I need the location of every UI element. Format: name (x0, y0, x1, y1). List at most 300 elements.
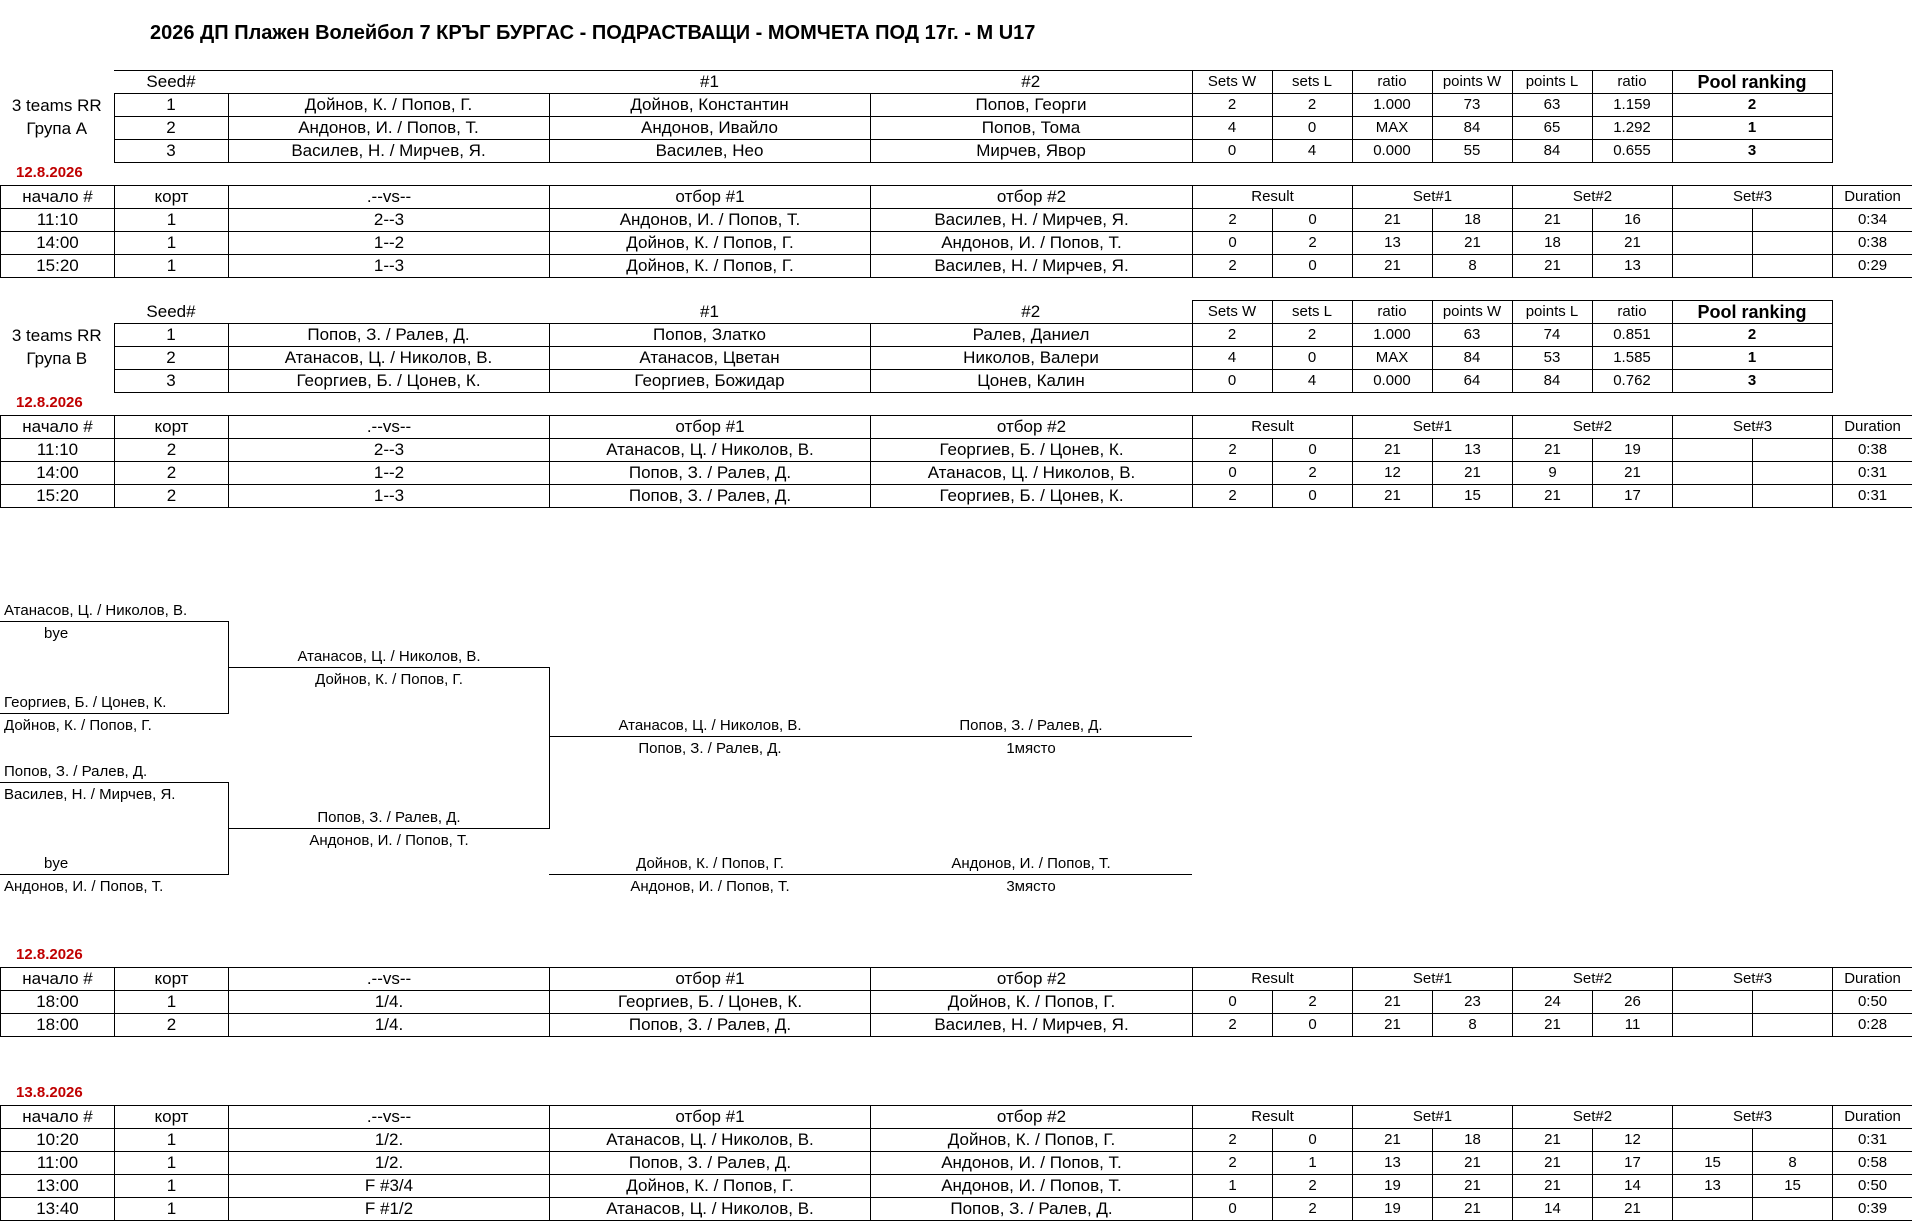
cell: 0 (1273, 485, 1353, 508)
cell: Ралев, Даниел (870, 324, 1192, 347)
cell: отбор #2 (871, 1106, 1193, 1129)
cell: 21 (1353, 1129, 1433, 1152)
cell: 3 (1672, 140, 1832, 163)
table-row (0, 370, 1832, 393)
cell: отбор #2 (871, 968, 1193, 991)
cell: Result (1193, 1106, 1353, 1129)
cell: 14:00 (1, 232, 115, 255)
cell: начало # (1, 416, 115, 439)
cell: 2 (115, 439, 229, 462)
sets-w-header: Sets W (1192, 71, 1272, 94)
cell: 1 (115, 1152, 229, 1175)
cell: 2 (1193, 1014, 1273, 1037)
cell: points L (1512, 301, 1592, 324)
cell: 0 (1193, 232, 1273, 255)
cell: Seed# (114, 301, 228, 324)
cell: 2 (1272, 324, 1352, 347)
cell: 0:38 (1833, 232, 1912, 255)
cell: Попов, Георги (870, 94, 1192, 117)
cell: 1 (115, 232, 229, 255)
cell: 55 (1432, 140, 1512, 163)
bracket-winner: Андонов, И. / Попов, Т. (951, 855, 1110, 872)
cell: Дойнов, К. / Попов, Г. (871, 991, 1193, 1014)
table-row (1, 462, 1912, 485)
cell: 15:20 (1, 255, 115, 278)
cell: Андонов, И. / Попов, Т. (228, 117, 549, 140)
cell: отбор #2 (871, 186, 1193, 209)
group-format: 3 teams RR (0, 324, 114, 347)
cell: points W (1432, 301, 1512, 324)
cell: Атанасов, Цветан (549, 347, 870, 370)
cell: Result (1193, 186, 1353, 209)
cell: Георгиев, Б. / Цонев, К. (228, 370, 549, 393)
cell: 4 (1192, 117, 1272, 140)
cell: 0:50 (1833, 991, 1912, 1014)
cell: 18:00 (1, 1014, 115, 1037)
schedule-table-quarterfinals (0, 967, 1912, 1037)
cell (1673, 991, 1753, 1014)
cell: 1/2. (229, 1129, 550, 1152)
cell: 0 (1273, 1129, 1353, 1152)
cell: F #1/2 (229, 1198, 550, 1221)
cell: 2 (1193, 255, 1273, 278)
cell: 2 (1273, 991, 1353, 1014)
cell: 13 (1593, 255, 1673, 278)
cell: 1 (115, 1198, 229, 1221)
cell: 21 (1433, 1152, 1513, 1175)
group-a-standings (0, 70, 1833, 163)
cell: Попов, З. / Ралев, Д. (550, 1152, 871, 1175)
cell: 2 (115, 485, 229, 508)
cell: 2 (1193, 1129, 1273, 1152)
bracket-team: Андонов, И. / Попов, Т. (4, 878, 163, 895)
cell: 11 (1593, 1014, 1673, 1037)
cell: 2 (1193, 209, 1273, 232)
cell: отбор #1 (550, 1106, 871, 1129)
schedule-date: 12.8.2026 (16, 164, 83, 181)
cell: 13 (1353, 1152, 1433, 1175)
cell: 4 (1192, 347, 1272, 370)
cell: Николов, Валери (870, 347, 1192, 370)
group-format: 3 teams RR (0, 94, 114, 117)
cell: начало # (1, 1106, 115, 1129)
cell: 1/4. (229, 991, 550, 1014)
cell: отбор #1 (550, 416, 871, 439)
cell: 2 (1273, 462, 1353, 485)
cell: Set#2 (1513, 186, 1673, 209)
cell: 1.000 (1352, 324, 1432, 347)
cell: 0 (1272, 117, 1352, 140)
group-name: Група В (0, 347, 114, 370)
bracket-team: Атанасов, Ц. / Николов, В. (618, 717, 801, 734)
table-row (0, 140, 1832, 163)
cell: 24 (1513, 991, 1593, 1014)
bracket-bye: bye (44, 625, 68, 642)
cell: 1.585 (1592, 347, 1672, 370)
cell: 1 (115, 209, 229, 232)
cell: 0:39 (1833, 1198, 1912, 1221)
cell: 0.762 (1592, 370, 1672, 393)
cell: sets L (1272, 301, 1352, 324)
cell: Георгиев, Б. / Цонев, К. (871, 439, 1193, 462)
table-row (1, 485, 1912, 508)
group-name: Група А (0, 117, 114, 140)
cell: Цонев, Калин (870, 370, 1192, 393)
cell: 19 (1353, 1175, 1433, 1198)
sets-l-header: sets L (1272, 71, 1352, 94)
seed-header: Seed# (114, 71, 228, 94)
cell: Set#1 (1353, 186, 1513, 209)
cell: 21 (1353, 485, 1433, 508)
cell (1753, 209, 1833, 232)
cell: 53 (1512, 347, 1592, 370)
cell: Василев, Н. / Мирчев, Я. (871, 255, 1193, 278)
cell: 2 (114, 347, 228, 370)
table-row (1, 232, 1912, 255)
cell (1753, 1198, 1833, 1221)
cell: Попов, З. / Ралев, Д. (550, 1014, 871, 1037)
cell: 2 (1192, 324, 1272, 347)
cell: 1 (1672, 347, 1832, 370)
cell: 21 (1433, 1175, 1513, 1198)
cell: 9 (1513, 462, 1593, 485)
cell (1673, 439, 1753, 462)
bracket-bye: bye (44, 855, 68, 872)
cell: 0 (1273, 209, 1353, 232)
cell (1673, 485, 1753, 508)
cell: MAX (1352, 117, 1432, 140)
cell: 0 (1192, 140, 1272, 163)
cell: 21 (1513, 255, 1593, 278)
cell: 0:58 (1833, 1152, 1912, 1175)
bracket-team: Андонов, И. / Попов, Т. (630, 878, 789, 895)
cell: 0:38 (1833, 439, 1912, 462)
cell: 0 (1273, 255, 1353, 278)
cell: .--vs-- (229, 416, 550, 439)
bracket-team: Дойнов, К. / Попов, Г. (636, 855, 784, 872)
table-row (0, 347, 1832, 370)
cell: 10:20 (1, 1129, 115, 1152)
cell: .--vs-- (229, 1106, 550, 1129)
cell: 0:31 (1833, 462, 1912, 485)
bracket-team: Попов, З. / Ралев, Д. (4, 763, 147, 780)
cell: 63 (1512, 94, 1592, 117)
cell: Set#3 (1673, 416, 1833, 439)
table-row (0, 94, 1832, 117)
table-row (1, 439, 1912, 462)
cell: 2 (1193, 1152, 1273, 1175)
cell (1673, 232, 1753, 255)
cell: Василев, Н. / Мирчев, Я. (871, 1014, 1193, 1037)
cell: Set#3 (1673, 1106, 1833, 1129)
cell: корт (115, 968, 229, 991)
cell: 0:50 (1833, 1175, 1912, 1198)
cell: 21 (1513, 1152, 1593, 1175)
bracket-team: Дойнов, К. / Попов, Г. (4, 717, 152, 734)
cell: 3 (1672, 370, 1832, 393)
cell: 2 (115, 1014, 229, 1037)
cell: Set#1 (1353, 1106, 1513, 1129)
table-row (1, 1175, 1912, 1198)
cell: 21 (1593, 462, 1673, 485)
cell: #1 (549, 301, 870, 324)
bracket-winner: Попов, З. / Ралев, Д. (959, 717, 1102, 734)
cell: 23 (1433, 991, 1513, 1014)
cell: 11:00 (1, 1152, 115, 1175)
cell: 1.159 (1592, 94, 1672, 117)
cell: 84 (1432, 117, 1512, 140)
cell: 1 (1672, 117, 1832, 140)
cell: 0 (1193, 1198, 1273, 1221)
cell: Result (1193, 968, 1353, 991)
cell: 26 (1593, 991, 1673, 1014)
schedule-date: 12.8.2026 (16, 946, 83, 963)
cell: 13 (1433, 439, 1513, 462)
cell: 18 (1433, 1129, 1513, 1152)
cell: 64 (1432, 370, 1512, 393)
cell: 1.000 (1352, 94, 1432, 117)
cell: корт (115, 1106, 229, 1129)
cell: 1/4. (229, 1014, 550, 1037)
cell: 1 (115, 255, 229, 278)
cell: 3 (114, 370, 228, 393)
cell: Duration (1833, 416, 1912, 439)
cell: 21 (1353, 209, 1433, 232)
cell: Set#1 (1353, 416, 1513, 439)
cell: Set#3 (1673, 186, 1833, 209)
cell: 15:20 (1, 485, 115, 508)
cell: 0 (1273, 439, 1353, 462)
cell: 84 (1432, 347, 1512, 370)
cell: Дойнов, К. / Попов, Г. (871, 1129, 1193, 1152)
schedule-date: 13.8.2026 (16, 1084, 83, 1101)
cell: Попов, Тома (870, 117, 1192, 140)
cell: Дойнов, Константин (549, 94, 870, 117)
bracket-team: Атанасов, Ц. / Николов, В. (297, 648, 480, 665)
cell (1753, 991, 1833, 1014)
schedule-date: 12.8.2026 (16, 394, 83, 411)
cell: 21 (1433, 462, 1513, 485)
cell: 0 (1192, 370, 1272, 393)
cell: 2 (115, 462, 229, 485)
cell: 2 (1193, 485, 1273, 508)
cell: 8 (1433, 1014, 1513, 1037)
cell: Duration (1833, 968, 1912, 991)
cell: 2 (1273, 1198, 1353, 1221)
cell: 2--3 (229, 209, 550, 232)
cell: 2 (1273, 1175, 1353, 1198)
cell: 17 (1593, 1152, 1673, 1175)
cell: 15 (1433, 485, 1513, 508)
cell: Андонов, Ивайло (549, 117, 870, 140)
cell: начало # (1, 186, 115, 209)
table-row (1, 1198, 1912, 1221)
cell: 19 (1353, 1198, 1433, 1221)
cell (1753, 255, 1833, 278)
cell: 2 (1273, 232, 1353, 255)
cell: 74 (1512, 324, 1592, 347)
cell: Set#2 (1513, 1106, 1673, 1129)
schedule-table-finals (0, 1105, 1912, 1221)
cell: 13 (1353, 232, 1433, 255)
cell: 18 (1513, 232, 1593, 255)
cell: 13 (1673, 1175, 1753, 1198)
cell: Василев, Нео (549, 140, 870, 163)
cell: 0 (1193, 462, 1273, 485)
cell: Duration (1833, 1106, 1912, 1129)
cell: 1 (1193, 1175, 1273, 1198)
cell: Попов, З. / Ралев, Д. (228, 324, 549, 347)
points-l-header: points L (1512, 71, 1592, 94)
bracket-team: Атанасов, Ц. / Николов, В. (4, 602, 187, 619)
cell: 1/2. (229, 1152, 550, 1175)
cell (1673, 462, 1753, 485)
cell: Атанасов, Ц. / Николов, В. (550, 439, 871, 462)
cell: 2 (1272, 94, 1352, 117)
cell: Андонов, И. / Попов, Т. (871, 232, 1193, 255)
cell: 84 (1512, 140, 1592, 163)
cell: 1--2 (229, 462, 550, 485)
cell: 1 (114, 94, 228, 117)
bracket-team: Георгиев, Б. / Цонев, К. (4, 694, 166, 711)
cell: Мирчев, Явор (870, 140, 1192, 163)
cell: 0:28 (1833, 1014, 1912, 1037)
table-row (1, 1129, 1912, 1152)
cell: 1 (115, 1129, 229, 1152)
cell: 0:31 (1833, 485, 1912, 508)
cell: Попов, З. / Ралев, Д. (550, 485, 871, 508)
cell: .--vs-- (229, 186, 550, 209)
cell: корт (115, 186, 229, 209)
cell: 2 (1672, 324, 1832, 347)
table-row (1, 209, 1912, 232)
cell: 18:00 (1, 991, 115, 1014)
cell: Василев, Н. / Мирчев, Я. (228, 140, 549, 163)
cell: 21 (1513, 485, 1593, 508)
cell (1753, 1014, 1833, 1037)
bracket-place-label: 3място (1006, 878, 1055, 895)
cell: Дойнов, К. / Попов, Г. (550, 232, 871, 255)
table-row (1, 255, 1912, 278)
cell: 13:40 (1, 1198, 115, 1221)
cell: Атанасов, Ц. / Николов, В. (550, 1198, 871, 1221)
cell (1673, 1129, 1753, 1152)
cell: 0.851 (1592, 324, 1672, 347)
cell: 18 (1433, 209, 1513, 232)
cell: 0.000 (1352, 370, 1432, 393)
cell: 21 (1593, 232, 1673, 255)
cell: 21 (1353, 1014, 1433, 1037)
cell (1753, 232, 1833, 255)
cell: отбор #2 (871, 416, 1193, 439)
cell: 15 (1753, 1175, 1833, 1198)
cell: 1 (1273, 1152, 1353, 1175)
cell: 21 (1353, 255, 1433, 278)
cell: 21 (1593, 1198, 1673, 1221)
pool-ranking-header: Pool ranking (1672, 71, 1832, 94)
table-row (1, 991, 1912, 1014)
cell: 0.655 (1592, 140, 1672, 163)
bracket-team: Андонов, И. / Попов, Т. (309, 832, 468, 849)
bracket-team: Попов, З. / Ралев, Д. (638, 740, 781, 757)
table-row (1, 1014, 1912, 1037)
cell: Sets W (1192, 301, 1272, 324)
cell: 12 (1593, 1129, 1673, 1152)
cell: Георгиев, Божидар (549, 370, 870, 393)
cell: 21 (1513, 439, 1593, 462)
cell: #2 (870, 301, 1192, 324)
cell: Андонов, И. / Попов, Т. (871, 1175, 1193, 1198)
cell: Дойнов, К. / Попов, Г. (550, 255, 871, 278)
schedule-table-group-b (0, 415, 1912, 508)
cell: 21 (1353, 439, 1433, 462)
cell: Атанасов, Ц. / Николов, В. (550, 1129, 871, 1152)
p1-header: #1 (549, 71, 870, 94)
cell: Андонов, И. / Попов, Т. (871, 1152, 1193, 1175)
cell: 1--3 (229, 485, 550, 508)
cell: 19 (1593, 439, 1673, 462)
cell: 1 (115, 991, 229, 1014)
cell (1673, 1198, 1753, 1221)
cell: 2 (1672, 94, 1832, 117)
table-row (1, 1152, 1912, 1175)
cell: 16 (1593, 209, 1673, 232)
cell: 11:10 (1, 439, 115, 462)
cell: 2 (1193, 439, 1273, 462)
cell: 1--2 (229, 232, 550, 255)
cell: 21 (1433, 232, 1513, 255)
page-title: 2026 ДП Плажен Волейбол 7 КРЪГ БУРГАС - ПОДРАСТВАЩИ - МОМЧЕТА ПОД 17г. - М U17 (150, 22, 1035, 45)
cell: 15 (1673, 1152, 1753, 1175)
cell: Set#2 (1513, 416, 1673, 439)
table-row (0, 324, 1832, 347)
cell: Duration (1833, 186, 1912, 209)
cell: 21 (1353, 991, 1433, 1014)
cell: 4 (1272, 140, 1352, 163)
cell: 1 (115, 1175, 229, 1198)
cell: Дойнов, К. / Попов, Г. (228, 94, 549, 117)
cell: отбор #1 (550, 186, 871, 209)
cell: Set#1 (1353, 968, 1513, 991)
cell: Василев, Н. / Мирчев, Я. (871, 209, 1193, 232)
cell: 2 (114, 117, 228, 140)
cell: 0 (1193, 991, 1273, 1014)
cell (1673, 255, 1753, 278)
cell: 0:34 (1833, 209, 1912, 232)
cell: 1.292 (1592, 117, 1672, 140)
cell: MAX (1352, 347, 1432, 370)
cell: 14 (1593, 1175, 1673, 1198)
cell: Result (1193, 416, 1353, 439)
cell: Атанасов, Ц. / Николов, В. (871, 462, 1193, 485)
p2-header: #2 (870, 71, 1192, 94)
cell: F #3/4 (229, 1175, 550, 1198)
cell (1753, 485, 1833, 508)
cell: 21 (1513, 1175, 1593, 1198)
cell: 1--3 (229, 255, 550, 278)
cell: 73 (1432, 94, 1512, 117)
cell: 0:31 (1833, 1129, 1912, 1152)
cell: Георгиев, Б. / Цонев, К. (550, 991, 871, 1014)
bracket-team: Дойнов, К. / Попов, Г. (315, 671, 463, 688)
table-row (0, 117, 1832, 140)
cell: 3 (114, 140, 228, 163)
cell: начало # (1, 968, 115, 991)
cell: 14:00 (1, 462, 115, 485)
cell: отбор #1 (550, 968, 871, 991)
cell: 11:10 (1, 209, 115, 232)
cell: Попов, З. / Ралев, Д. (550, 462, 871, 485)
